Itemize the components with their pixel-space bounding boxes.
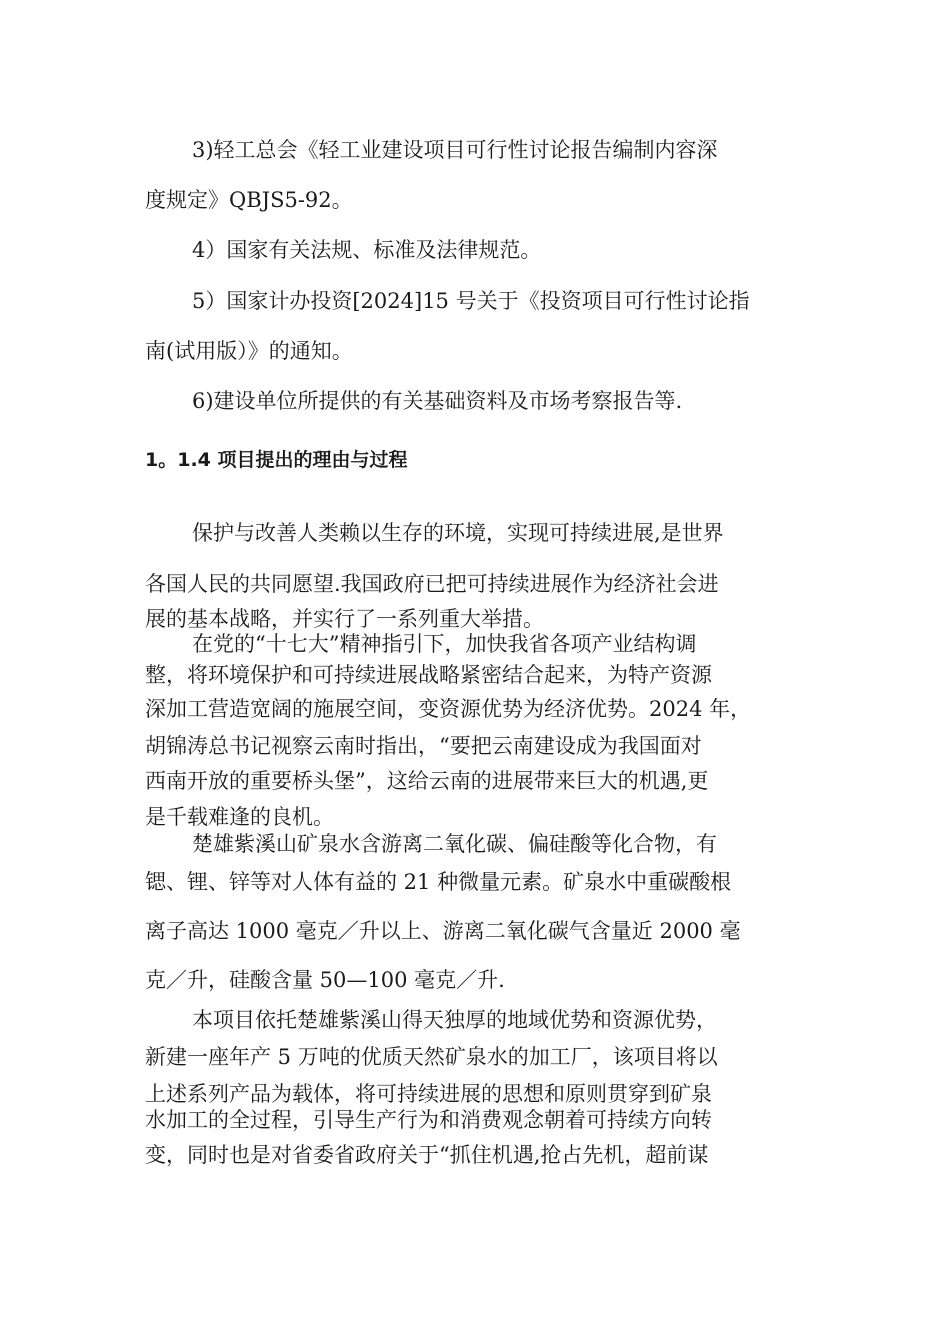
p2-line-1: 在党的“十七大”精神指引下，加快我省各项产业结构调	[192, 632, 697, 656]
p2-line-6: 是千载难逢的良机。	[145, 805, 334, 829]
ref5-line-1: 5）国家计办投资[2024]15 号关于《投资项目可行性讨论指	[192, 289, 750, 313]
p1-line-3: 展的基本战略，并实行了一系列重大举措。	[145, 607, 544, 631]
p2-line-5: 西南开放的重要桥头堡”，这给云南的进展带来巨大的机遇,更	[145, 769, 709, 793]
p3-line-2: 锶、锂、锌等对人体有益的 21 种微量元素。矿泉水中重碳酸根	[145, 870, 732, 894]
p4-line-2: 新建一座年产 5 万吨的优质天然矿泉水的加工厂，该项目将以	[145, 1045, 718, 1069]
p4-line-3: 上述系列产品为载体，将可持续进展的思想和原则贯穿到矿泉	[145, 1082, 712, 1106]
p2-line-3: 深加工营造宽阔的施展空间，变资源优势为经济优势。2024 年，	[145, 697, 752, 721]
p4-line-5: 变，同时也是对省委省政府关于“抓住机遇,抢占先机，超前谋	[145, 1143, 709, 1167]
ref6-line-1: 6)建设单位所提供的有关基础资料及市场考察报告等.	[192, 389, 683, 413]
p3-line-4: 克／升，硅酸含量 50—100 毫克／升.	[145, 968, 505, 992]
p4-line-1: 本项目依托楚雄紫溪山得天独厚的地域优势和资源优势，	[192, 1008, 717, 1032]
p3-line-1: 楚雄紫溪山矿泉水含游离二氧化碳、偏硅酸等化合物，有	[192, 832, 717, 856]
p2-line-4: 胡锦涛总书记视察云南时指出，“要把云南建设成为我国面对	[145, 734, 702, 758]
p1-line-2: 各国人民的共同愿望.我国政府已把可持续进展作为经济社会进	[145, 572, 719, 596]
section-heading: 1。1.4 项目提出的理由与过程	[145, 449, 408, 471]
p3-line-3: 离子高达 1000 毫克／升以上、游离二氧化碳气含量近 2000 毫	[145, 919, 741, 943]
p2-line-2: 整，将环境保护和可持续进展战略紧密结合起来，为特产资源	[145, 663, 712, 687]
p4-line-4: 水加工的全过程，引导生产行为和消费观念朝着可持续方向转	[145, 1108, 712, 1132]
ref4-line-1: 4）国家有关法规、标准及法律规范。	[192, 238, 542, 262]
ref3-line-2: 度规定》QBJS5-92。	[145, 188, 353, 212]
p1-line-1: 保护与改善人类赖以生存的环境，实现可持续进展,是世界	[192, 521, 724, 545]
ref3-line-1: 3)轻工总会《轻工业建设项目可行性讨论报告编制内容深	[192, 138, 718, 162]
ref5-line-2: 南(试用版）》的通知。	[145, 339, 353, 363]
